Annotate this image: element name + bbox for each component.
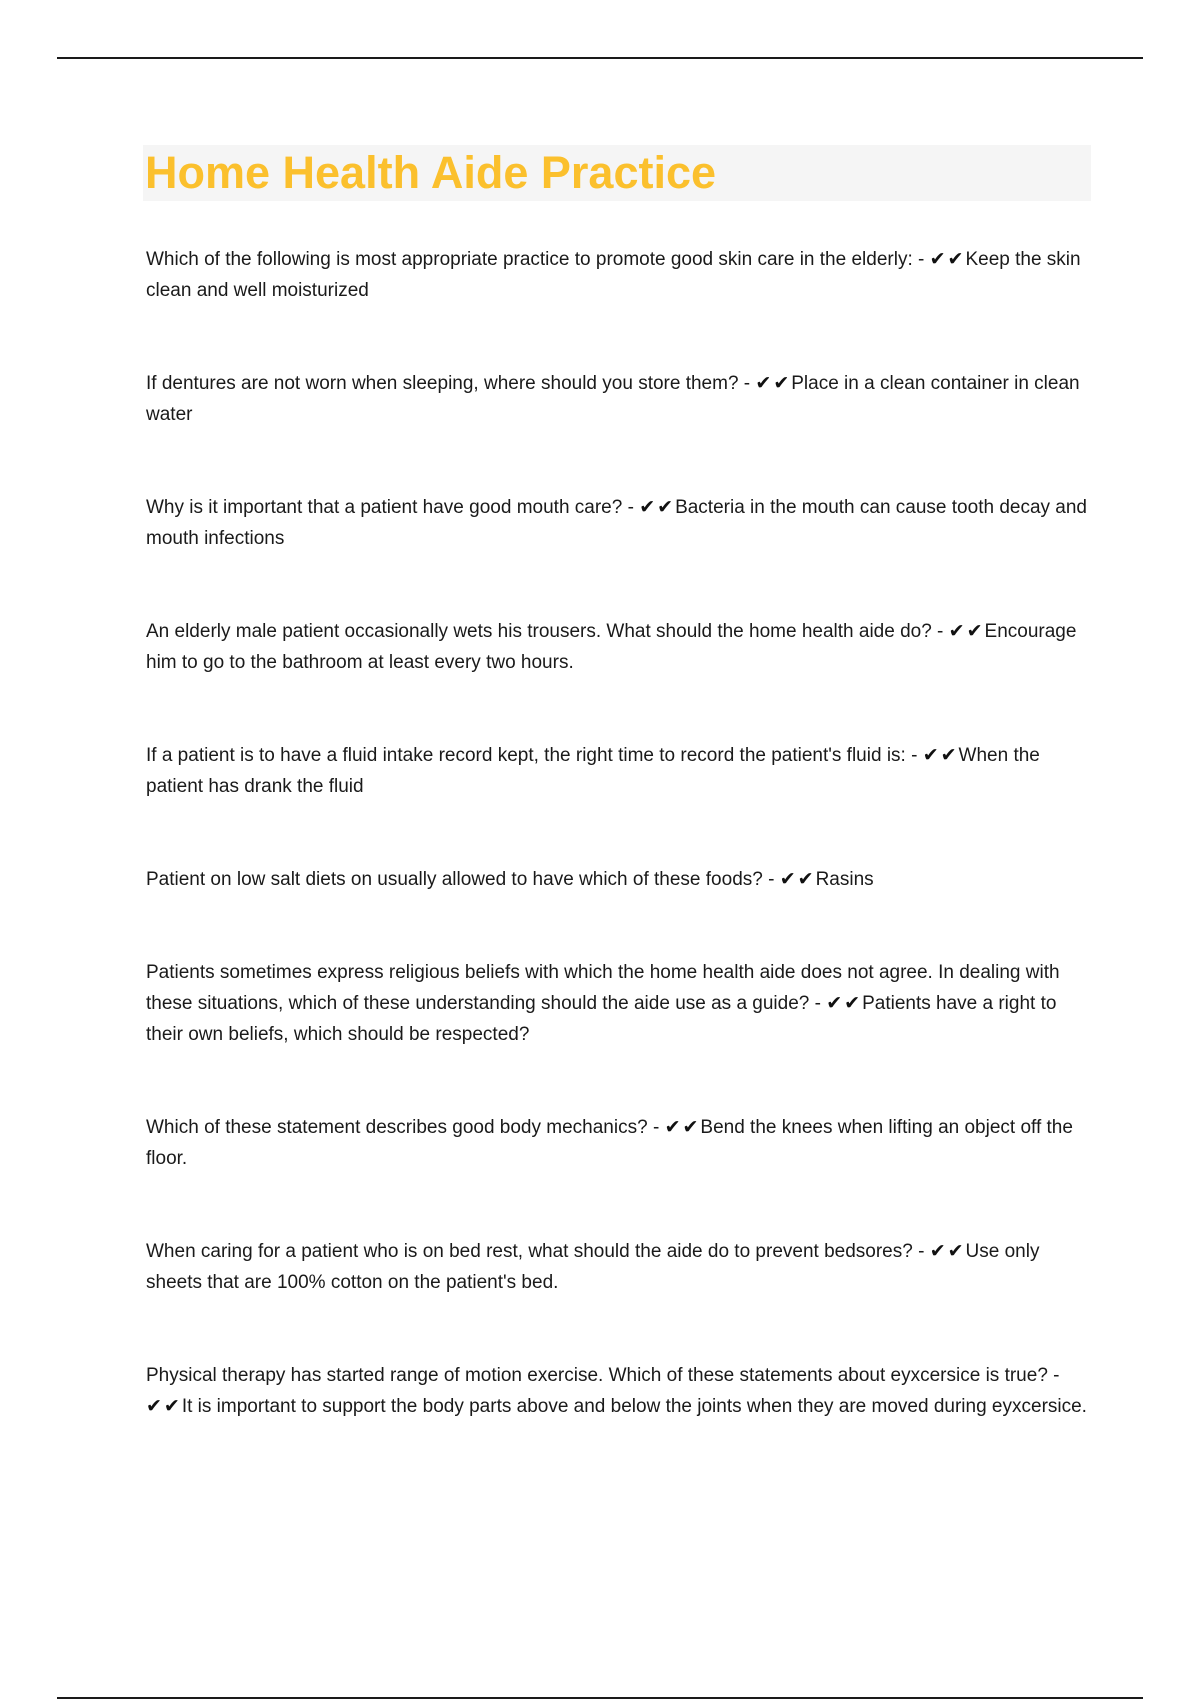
answer: Encourage him to go to the bathroom at least every two hours.	[146, 621, 1077, 673]
qa-item	[146, 864, 1096, 895]
page-title: Home Health Aide Practice	[145, 147, 717, 198]
qa-item	[146, 1112, 1096, 1174]
question: Which of these statement describes good body mechanics? -	[146, 1117, 660, 1138]
answer: Rasins	[815, 869, 874, 890]
question: Why is it important that a patient have good mouth care? -	[146, 497, 634, 518]
check-icon: ✔✔	[826, 992, 863, 1014]
bottom-rule	[57, 1697, 1143, 1699]
answer: Patients have a right to their own beliefs, which should be respected?	[146, 993, 1057, 1045]
qa-item	[146, 1360, 1096, 1422]
question: An elderly male patient occasionally wets his trousers. What should the home health aide do? -	[146, 621, 944, 642]
question: Patients sometimes express religious beliefs with which the home health aide does not agree. In dealing with these situations, which of these understanding should the aide use as a guide? -	[146, 962, 1060, 1014]
qa-item	[146, 616, 1096, 678]
check-icon: ✔✔	[146, 1395, 182, 1417]
question: Patient on low salt diets on usually allowed to have which of these foods? -	[146, 869, 775, 890]
question: If dentures are not worn when sleeping, where should you store them? -	[146, 373, 751, 394]
answer: When the patient has drank the fluid	[146, 745, 1040, 797]
answer: Use only sheets that are 100% cotton on the patient's bed.	[146, 1241, 1040, 1293]
qa-item	[146, 368, 1096, 430]
qa-list	[146, 244, 1096, 1422]
check-icon: ✔✔	[779, 868, 816, 890]
check-icon: ✔✔	[948, 620, 985, 642]
answer: It is important to support the body parts above and below the joints when they are moved during eyxcersice.	[181, 1396, 1087, 1417]
question: Which of the following is most appropriate practice to promote good skin care in the elderly: -	[146, 249, 925, 270]
qa-item	[146, 492, 1096, 554]
check-icon: ✔✔	[639, 496, 676, 518]
question: Physical therapy has started range of motion exercise. Which of these statements about eyxcersice is true? -	[146, 1365, 1060, 1386]
check-icon: ✔✔	[755, 372, 792, 394]
qa-item	[146, 740, 1096, 802]
question: If a patient is to have a fluid intake record kept, the right time to record the patient's fluid is: -	[146, 745, 918, 766]
answer: Keep the skin clean and well moisturized	[146, 249, 1081, 301]
answer: Bacteria in the mouth can cause tooth decay and mouth infections	[146, 497, 1087, 549]
check-icon: ✔✔	[929, 248, 966, 270]
check-icon: ✔✔	[664, 1116, 701, 1138]
check-icon: ✔✔	[929, 1240, 966, 1262]
qa-item	[146, 1236, 1096, 1298]
answer: Bend the knees when lifting an object off the floor.	[146, 1117, 1073, 1169]
qa-item	[146, 957, 1096, 1050]
qa-item	[146, 244, 1096, 306]
check-icon: ✔✔	[922, 744, 959, 766]
answer: Place in a clean container in clean water	[146, 373, 1080, 425]
top-rule	[57, 57, 1143, 59]
question: When caring for a patient who is on bed rest, what should the aide do to prevent bedsores? -	[146, 1241, 925, 1262]
